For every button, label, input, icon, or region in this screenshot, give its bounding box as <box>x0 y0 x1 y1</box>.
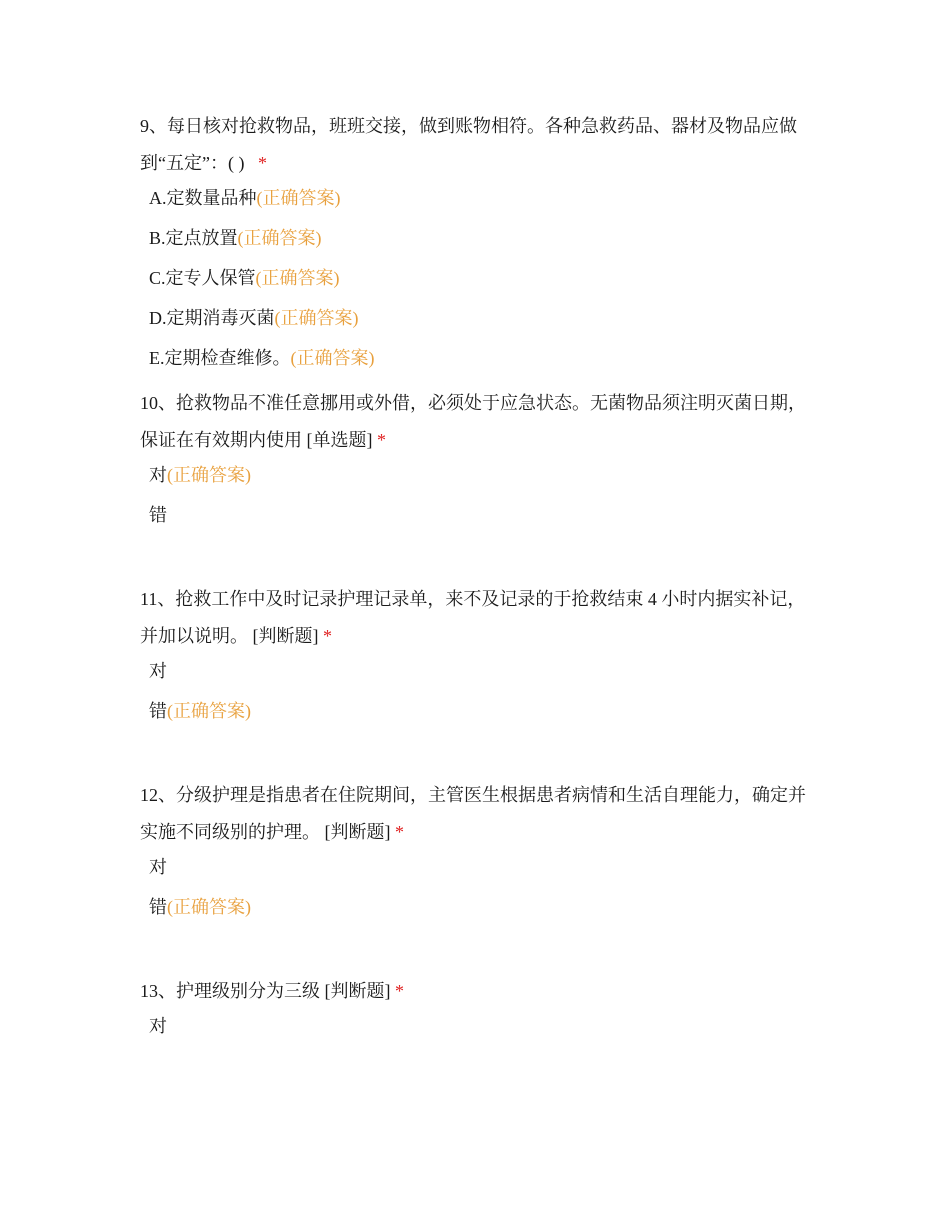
correct-answer-tag: (正确答案) <box>167 465 251 485</box>
option-true[interactable] <box>149 1016 820 1036</box>
option-label: 对 <box>149 857 167 877</box>
option-label: 错 <box>149 897 167 917</box>
question-title: 13、护理级别分为三级 [判断题] * <box>140 981 404 1001</box>
option-true[interactable] <box>149 857 820 877</box>
correct-answer-tag: (正确答案) <box>256 188 341 208</box>
option-true[interactable] <box>149 465 820 485</box>
option-label: 对 <box>149 1016 167 1036</box>
option-list <box>140 661 820 721</box>
question-13 <box>140 973 820 1036</box>
required-mark: * <box>323 626 332 646</box>
option-label: 错 <box>149 701 167 721</box>
correct-answer-tag: (正确答案) <box>274 308 359 328</box>
option-list <box>140 188 820 368</box>
option-label: 错 <box>149 505 167 525</box>
option-false[interactable] <box>149 701 820 721</box>
option-d[interactable] <box>149 308 820 328</box>
question-10 <box>140 385 820 525</box>
option-false[interactable] <box>149 505 820 525</box>
option-list <box>140 465 820 525</box>
correct-answer-tag: (正确答案) <box>290 348 375 368</box>
question-title: 11、抢救工作中及时记录护理记录单，来不及记录的于抢救结束 4 小时内据实补记，并加以说明。 [判断题] * <box>140 589 806 646</box>
option-label: A.定数量品种 <box>149 188 257 208</box>
option-false[interactable] <box>149 897 820 917</box>
option-label: C.定专人保管 <box>149 268 256 288</box>
question-title: 10、抢救物品不准任意挪用或外借，必须处于应急状态。无菌物品须注明灭菌日期，保证在有效期内使用 [单选题] * <box>140 393 806 450</box>
option-label: 对 <box>149 465 167 485</box>
option-a[interactable] <box>149 188 820 208</box>
option-label: 对 <box>149 661 167 681</box>
correct-answer-tag: (正确答案) <box>237 228 322 248</box>
correct-answer-tag: (正确答案) <box>167 897 251 917</box>
option-list <box>140 857 820 917</box>
option-label: E.定期检查维修。 <box>149 348 291 368</box>
option-label: D.定期消毒灭菌 <box>149 308 275 328</box>
required-mark: * <box>395 981 404 1001</box>
question-9 <box>140 108 820 368</box>
survey-document <box>140 108 820 1056</box>
option-e[interactable] <box>149 348 820 368</box>
question-12 <box>140 777 820 917</box>
option-true[interactable] <box>149 661 820 681</box>
question-title: 12、分级护理是指患者在住院期间，主管医生根据患者病情和生活自理能力，确定并实施不同级别的护理。 [判断题] * <box>140 785 806 842</box>
option-c[interactable] <box>149 268 820 288</box>
question-title: 9、每日核对抢救物品，班班交接，做到账物相符。各种急救药品、器材及物品应做到“五定”：( ) * <box>140 116 797 173</box>
option-label: B.定点放置 <box>149 228 238 248</box>
required-mark: * <box>377 430 386 450</box>
option-b[interactable] <box>149 228 820 248</box>
required-mark: * <box>395 822 404 842</box>
question-11 <box>140 581 820 721</box>
correct-answer-tag: (正确答案) <box>167 701 251 721</box>
correct-answer-tag: (正确答案) <box>255 268 340 288</box>
required-mark: * <box>257 153 267 173</box>
option-list <box>140 1016 820 1036</box>
